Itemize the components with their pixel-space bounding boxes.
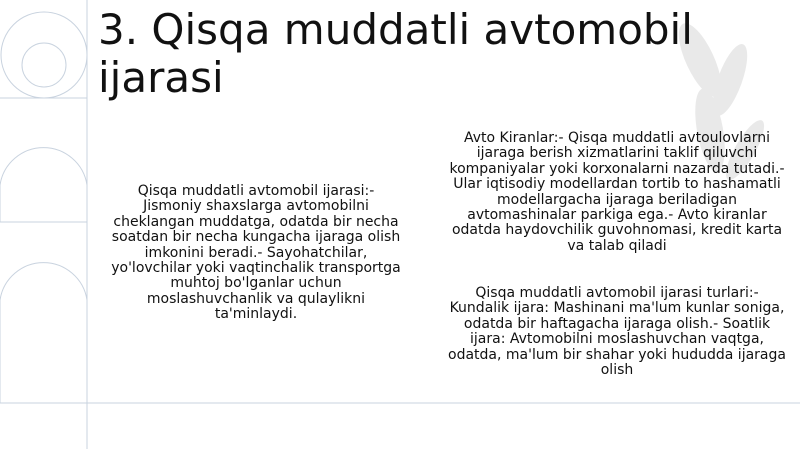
right-top-text-block: Avto Kiranlar:- Qisqa muddatli avtoulovlarni ijaraga berish xizmatlarini taklif qiluvchi kompaniyalar yoki korxonalarni nazarda tutadi.- Ular iqtisodiy modellardan tortib to hashamatli modellargacha ijaraga beriladigan avtomashinalar parkiga ega.- Avto kiranlar odatda haydovchilik guvohnomasi, kredit karta va talab qiladi: [449, 130, 785, 254]
decor-circle-small: [22, 43, 66, 87]
right-bottom-text-block: Qisqa muddatli avtomobil ijarasi turlari:- Kundalik ijara: Mashinani ma'lum kunlar soniga, odatda bir haftagacha ijaraga olish.- Soatlik ijara: Avtomobilni moslashuvchan vaqtga, odatda, ma'lum bir shahar yoki hududda ijaraga olish: [448, 285, 786, 379]
left-text-block: Qisqa muddatli avtomobil ijarasi:- Jismoniy shaxslarga avtomobilni cheklangan muddatga, odatda bir necha soatdan bir necha kungacha ijaraga olish imkonini beradi.- Sayohatchilar, yo'lovchilar yoki vaqtinchalik transportga muhtoj bo'lganlar uchun moslashuvchanlik va qulaylikni ta'minlaydi.: [111, 183, 401, 323]
decor-arch-bottom: [0, 263, 87, 403]
decor-circle-large: [1, 12, 87, 98]
slide-title: 3. Qisqa muddatli avtomobil ijarasi: [98, 5, 693, 102]
decor-arch-top: [0, 148, 87, 222]
